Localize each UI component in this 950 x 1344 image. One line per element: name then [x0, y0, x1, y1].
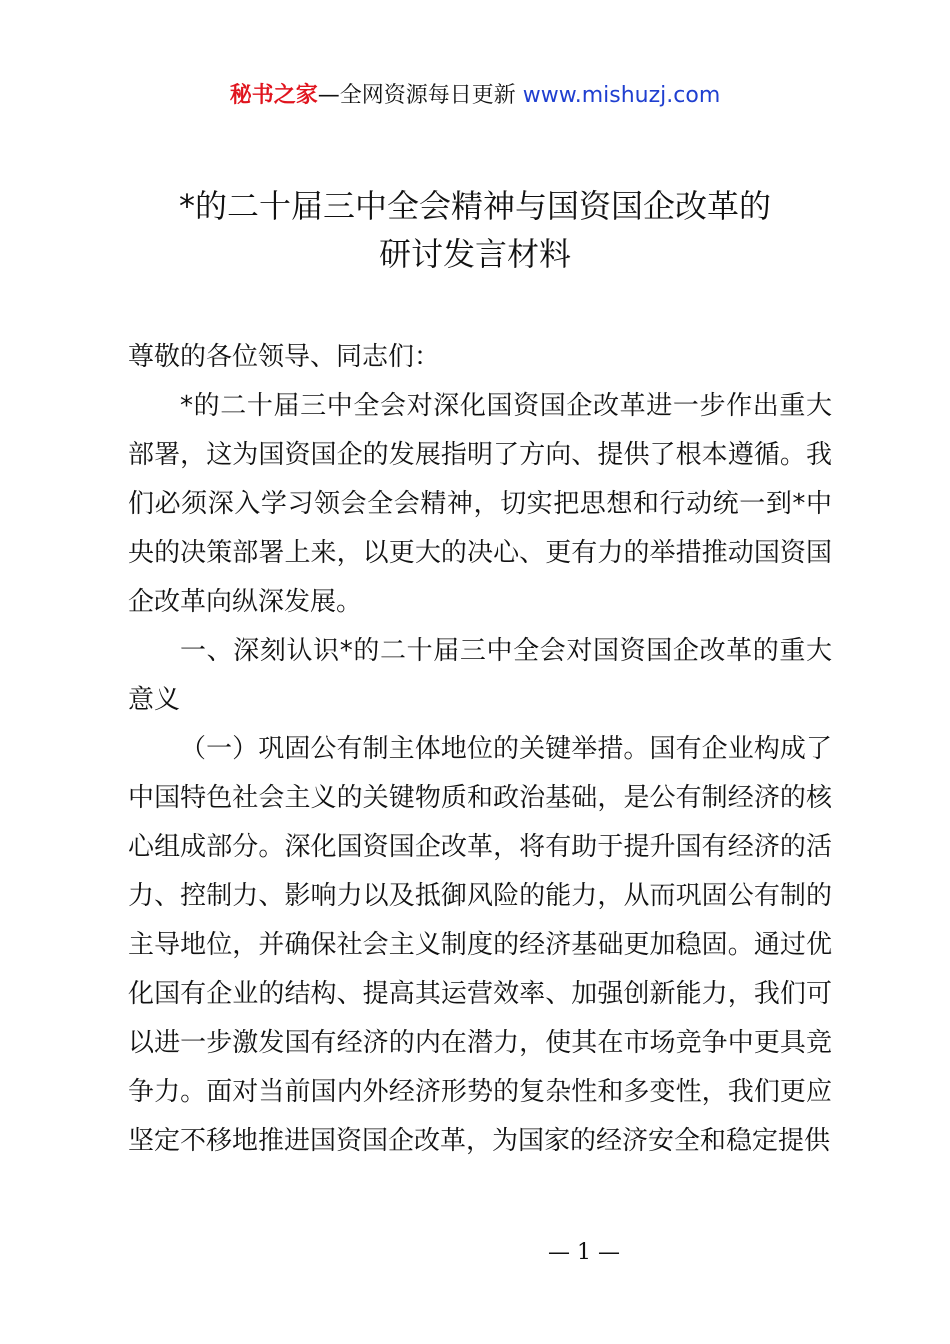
- brand-name: 秘书之家: [229, 83, 318, 108]
- page-number: — 1 —: [548, 1240, 620, 1265]
- title-line-2: 研讨发言材料: [378, 235, 571, 273]
- site-url-link[interactable]: www.mishuzj.com: [522, 83, 721, 108]
- section-heading: 一、深刻认识*的二十届三中全会对国资国企改革的重大意义: [128, 636, 832, 715]
- title-line-1: *的二十届三中全会精神与国资国企改革的: [178, 187, 771, 225]
- body-paragraph-intro: *的二十届三中全会对深化国资国企改革进一步作出重大部署，这为国资国企的发展指明了方向、提供了根本遵循。我们必须深入学习领会全会精神，切实把思想和行动统一到*中央的决策部署上来，以更大的决心、更有力的举措推动国资国企改革向纵深发展。: [128, 391, 832, 617]
- site-header: [0, 80, 950, 112]
- body-paragraph-1: （一）巩固公有制主体地位的关键举措。国有企业构成了中国特色社会主义的关键物质和政治基础，是公有制经济的核心组成部分。深化国资国企改革，将有助于提升国有经济的活力、控制力、影响力以及抵御风险的能力，从而巩固公有制的主导地位，并确保社会主义制度的经济基础更加稳固。通过优化国有企业的结构、提高其运营效率、加强创新能力，我们可以进一步激发国有经济的内在潜力，使其在市场竞争中更具竞争力。面对当前国内外经济形势的复杂性和多变性，我们更应坚定不移地推进国资国企改革，为国家的经济安全和稳定提供: [128, 734, 832, 1156]
- document-title: [0, 182, 950, 278]
- header-tagline: —全网资源每日更新: [317, 83, 516, 108]
- salutation: 尊敬的各位领导、同志们：: [128, 342, 441, 372]
- document-body: [128, 333, 832, 1166]
